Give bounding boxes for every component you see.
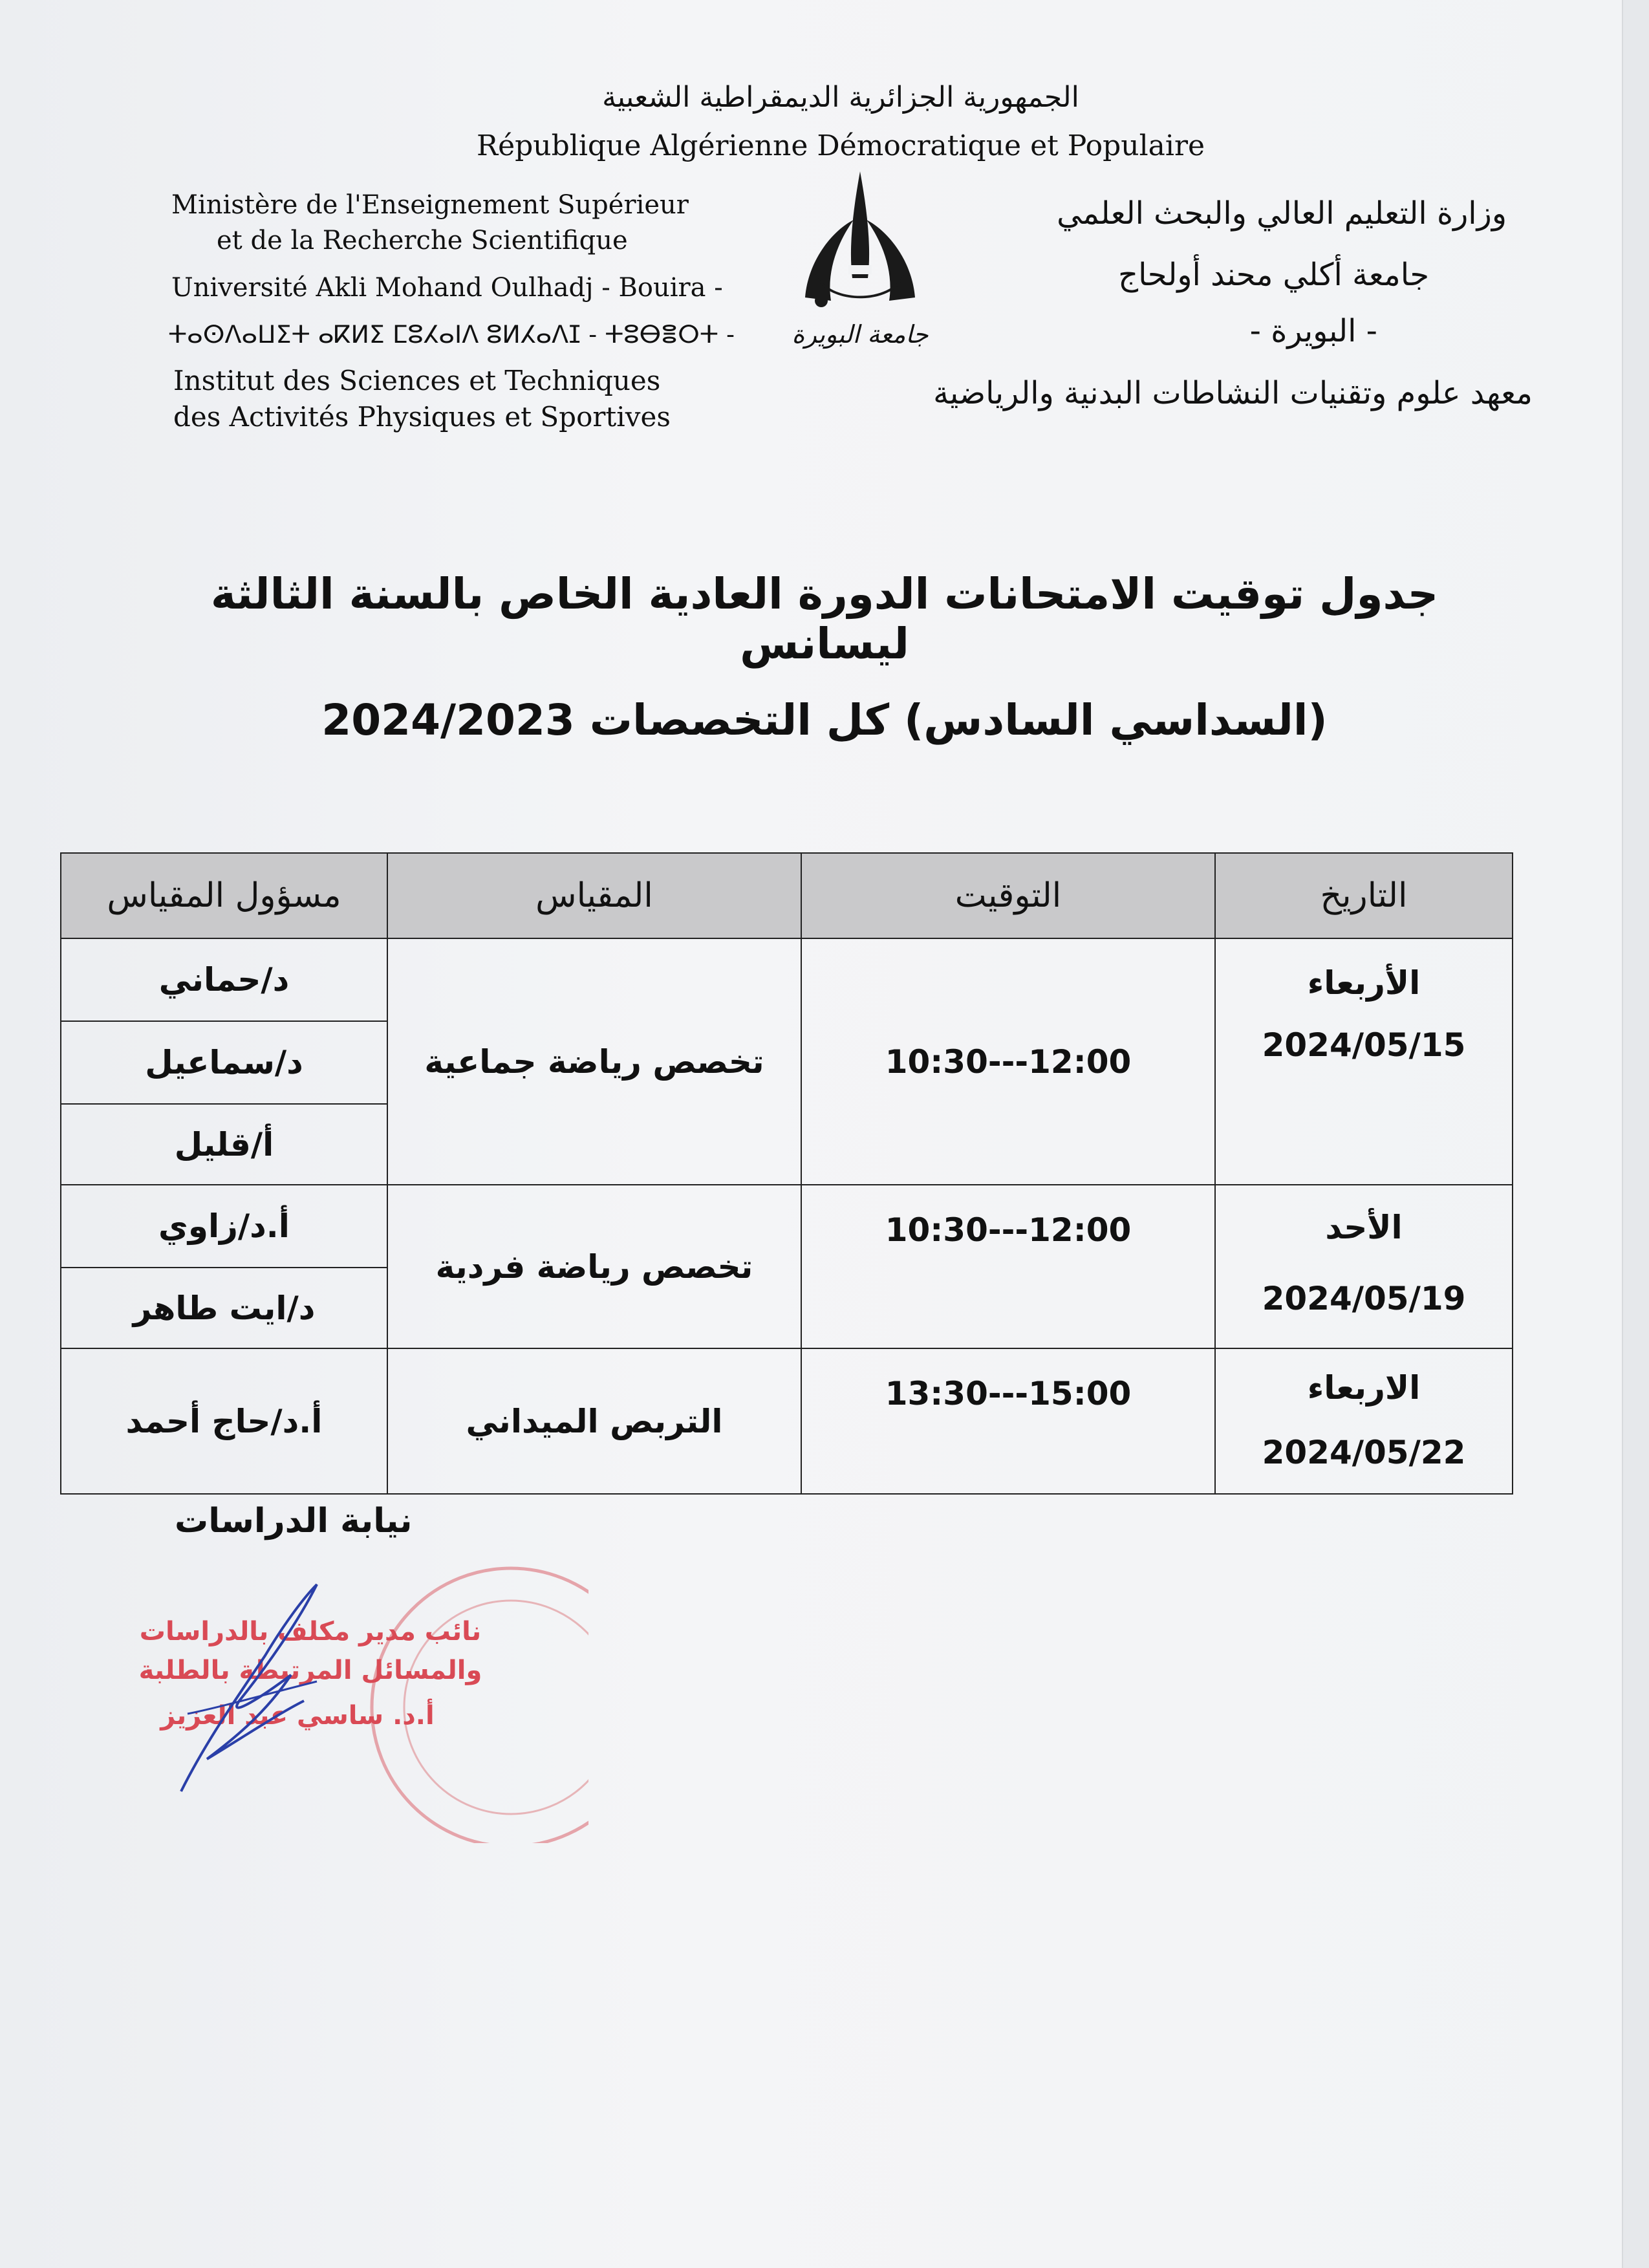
city-ar: - البويرة - (1249, 313, 1377, 349)
table-header-row (61, 853, 1513, 938)
document-title-line1: جدول توقيت الامتحانات الدورة العادية الخاص بالسنة الثالثة ليسانس (210, 569, 1439, 669)
document-title-line2: (السداسي السادس) كل التخصصات 2024/2023 (321, 695, 1328, 745)
module-cell: التربص الميداني (387, 1348, 801, 1494)
time-value: 10:30---12:00 (885, 1211, 1132, 1249)
institute-fr-line1: Institut des Sciences et Techniques (173, 365, 661, 396)
logo-caption: جامعة البويرة (792, 320, 929, 349)
responsible-cell: د/ايت طاهر (61, 1268, 387, 1348)
day-label: الأربعاء (1307, 964, 1421, 1002)
responsible-cell: د/سماعيل (61, 1021, 387, 1104)
university-fr: Université Akli Mohand Oulhadj - Bouira - (171, 273, 723, 303)
scan-edge (1622, 0, 1649, 2268)
header-responsible: مسؤول المقياس (61, 853, 387, 938)
responsible-cell: أ.د/حاج أحمد (61, 1348, 387, 1494)
date-cell (1215, 938, 1513, 1185)
header-time: التوقيت (801, 853, 1215, 938)
official-stamp (71, 1546, 588, 1843)
time-cell (801, 1348, 1215, 1494)
table-row (61, 938, 1513, 1021)
stamp-line1: نائب مدير مكلف بالدراسات (139, 1617, 482, 1647)
exam-schedule-table (60, 852, 1513, 1495)
university-logo (776, 168, 944, 362)
date-value: 2024/05/22 (1262, 1434, 1466, 1471)
institute-fr-line2: des Activités Physiques et Sportives (173, 401, 671, 433)
republic-arabic: الجمهورية الجزائرية الديمقراطية الشعبية (602, 81, 1079, 114)
date-value: 2024/05/19 (1262, 1280, 1466, 1317)
date-cell (1215, 1185, 1513, 1348)
university-ar: جامعة أكلي محند أولحاج (1118, 257, 1429, 293)
signature (71, 1546, 588, 1843)
date-cell (1215, 1348, 1513, 1494)
ministry-fr-line2: et de la Recherche Scientifique (217, 226, 628, 255)
university-tifinagh: ⵜⴰⵙⴷⴰⵡⵉⵜ ⴰⴽⵍⵉ ⵎⵓⵃⴰⵏⴷ ⵓⵍⵃⴰⴷⵊ - ⵜⵓⴱⴻⵔⵜ - (168, 320, 735, 349)
responsible-cell: أ/قليل (61, 1104, 387, 1185)
stamp-line3: أ.د. ساسي عبد العزيز (160, 1701, 435, 1731)
stamp-line2: والمسائل المرتبطة بالطلبة (138, 1656, 482, 1685)
module-cell: تخصص رياضة فردية (387, 1185, 801, 1348)
studies-office-label: نيابة الدراسات (175, 1502, 413, 1540)
ministry-ar: وزارة التعليم العالي والبحث العلمي (1057, 195, 1507, 232)
institute-ar: معهد علوم وتقنيات النشاطات البدنية والرياضية (933, 375, 1533, 411)
table-row (61, 1185, 1513, 1268)
header-module: المقياس (387, 853, 801, 938)
time-cell (801, 938, 1215, 1185)
header-date: التاريخ (1215, 853, 1513, 938)
date-value: 2024/05/15 (1262, 1026, 1466, 1064)
ministry-fr-line1: Ministère de l'Enseignement Supérieur (171, 190, 689, 220)
time-cell (801, 1185, 1215, 1348)
time-value: 13:30---15:00 (885, 1375, 1132, 1412)
responsible-cell: د/حماني (61, 938, 387, 1021)
day-label: الاربعاء (1307, 1369, 1421, 1407)
responsible-cell: أ.د/زاوي (61, 1185, 387, 1268)
module-cell: تخصص رياضة جماعية (387, 938, 801, 1185)
republic-french: République Algérienne Démocratique et Populaire (476, 129, 1205, 162)
table-row (61, 1348, 1513, 1494)
day-label: الأحد (1325, 1209, 1403, 1246)
time-value: 10:30---12:00 (885, 1042, 1132, 1081)
